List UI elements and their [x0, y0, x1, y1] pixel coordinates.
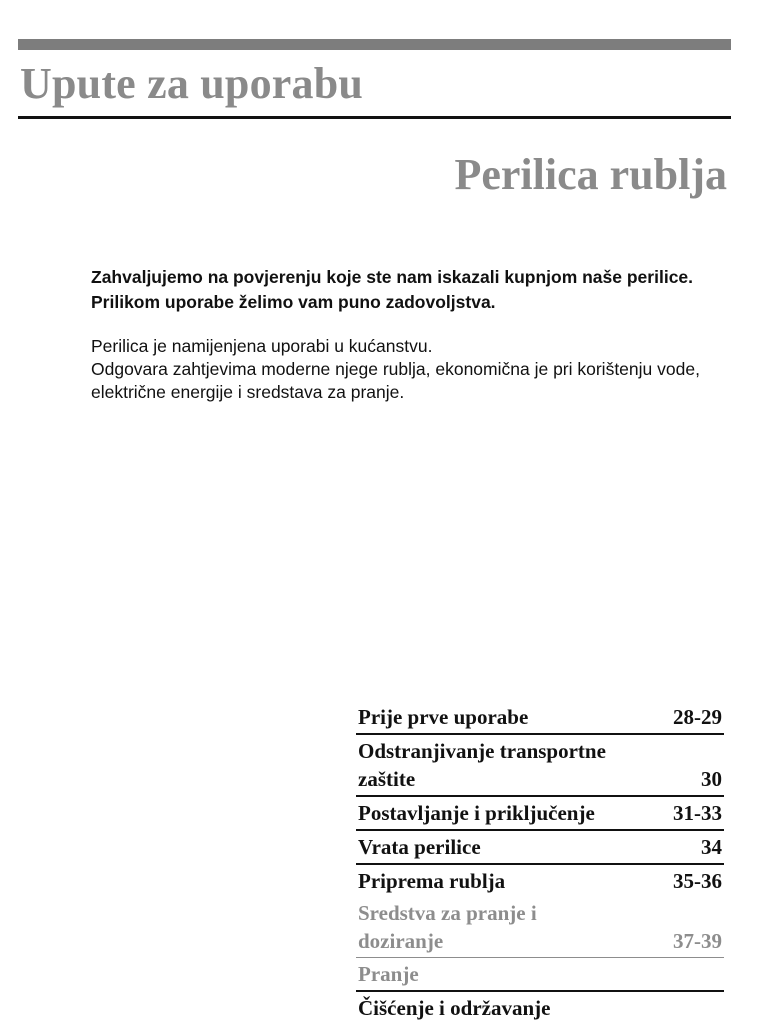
toc-item-ciscenje-i-odrzavanje[interactable]	[356, 992, 724, 1024]
toc-item-pranje[interactable]	[356, 958, 724, 992]
toc-item-postavljanje-i-prikljucenje[interactable]	[356, 797, 724, 831]
toc-item-vrata-perilice[interactable]	[356, 831, 724, 865]
toc-item-pages: 34	[701, 835, 722, 859]
toc-item-title: Pranje	[358, 962, 419, 986]
toc-item-title: Sredstva za pranje i doziranje	[358, 901, 537, 953]
toc-item-odstranjivanje-transportne-zastite[interactable]	[356, 735, 724, 797]
toc-item-prije-prve-uporabe[interactable]	[356, 701, 724, 735]
toc-item-sredstva-za-pranje[interactable]	[356, 897, 724, 958]
toc-item-pages: 37-39	[673, 929, 722, 953]
toc-item-title: Priprema rublja	[358, 869, 506, 893]
table-of-contents	[356, 701, 724, 1024]
toc-item-pages: 35-36	[673, 869, 722, 893]
intro-thanks-text: Zahvaljujemo na povjerenju koje ste nam iskazali kupnjom naše perilice. Prilikom uporabe želimo vam puno zadovoljstva.	[91, 267, 694, 312]
toc-item-priprema-rublja[interactable]	[356, 865, 724, 897]
intro-description	[91, 335, 731, 404]
toc-item-pages: 28-29	[673, 705, 722, 729]
toc-item-pages: 31-33	[673, 801, 722, 825]
header-rule	[18, 116, 731, 119]
toc-item-title: Vrata perilice	[358, 835, 481, 859]
toc-item-title: Prije prve uporabe	[358, 705, 529, 729]
intro-line-2: Odgovara zahtjevima moderne njege rublja, ekonomična je pri korištenju vode, električne energije i sredstava za pranje.	[91, 359, 700, 402]
toc-item-title: Odstranjivanje transportne zaštite	[358, 739, 606, 791]
product-title: Perilica rublja	[454, 150, 727, 199]
intro-line-1: Perilica je namijenjena uporabi u kućanstvu.	[91, 336, 433, 356]
document-title: Upute za uporabu	[20, 59, 364, 108]
toc-item-title: Postavljanje i priključenje	[358, 801, 595, 825]
toc-item-title: Čišćenje i održavanje	[358, 996, 551, 1020]
toc-item-pages: 30	[701, 767, 722, 791]
header-top-bar	[18, 39, 731, 50]
